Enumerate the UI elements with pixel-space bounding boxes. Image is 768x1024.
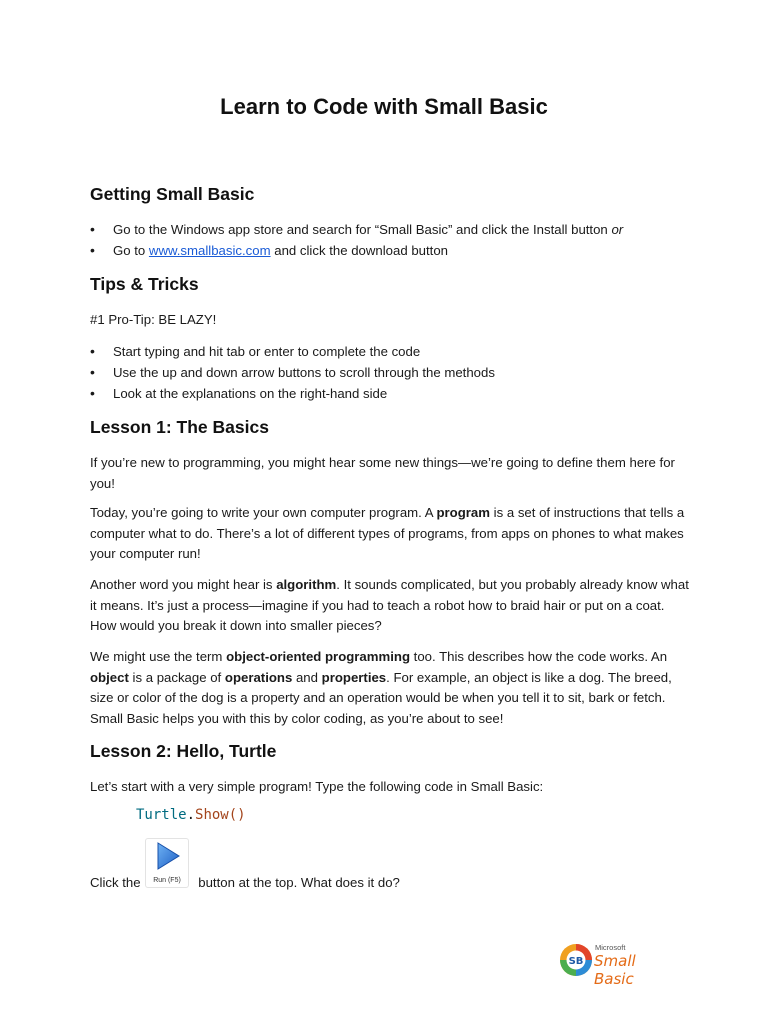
code-sample: Turtle.Show(): [136, 807, 246, 823]
small-basic-logo-icon: [559, 943, 593, 977]
section-heading-getting: Getting Small Basic: [90, 184, 255, 204]
section-heading-lesson2: Lesson 2: Hello, Turtle: [90, 741, 277, 761]
run-button-label: Run (F5): [153, 877, 181, 884]
document-title: Learn to Code with Small Basic: [220, 94, 548, 119]
getting-list: [90, 219, 690, 261]
logo-microsoft-text: Microsoft: [595, 943, 626, 952]
click-instruction: Click the button at the top. What does it do?: [90, 875, 400, 890]
list-item: • Look at the explanations on the right-hand side: [90, 383, 690, 404]
lesson2-intro: Let’s start with a very simple program! Type the following code in Small Basic:: [90, 779, 544, 794]
lesson1-paragraph-2: Today, you’re going to write your own computer program. A program is a set of instructions that tells a computer what to do. There’s a lot of different types of programs, from apps on phones to what makes your computer run!: [90, 505, 685, 561]
list-item: • Start typing and hit tab or enter to complete the code: [90, 341, 690, 362]
lesson1-paragraph-1: If you’re new to programming, you might hear some new things—we’re going to define them here for you!: [90, 455, 675, 491]
list-item: • Go to www.smallbasic.com and click the download button: [90, 240, 690, 261]
lesson1-paragraph-3: Another word you might hear is algorithm. It sounds complicated, but you probably already know what it means. It’s just a process—imagine if you had to teach a robot how to braid hair or put on a coat. How would you break it down into smaller pieces?: [90, 577, 689, 633]
pro-tip: #1 Pro-Tip: BE LAZY!: [90, 312, 217, 327]
list-item: • Use the up and down arrow buttons to scroll through the methods: [90, 362, 690, 383]
code-object: Turtle: [136, 807, 187, 823]
list-item: • Go to the Windows app store and search for “Small Basic” and click the Install button or: [90, 219, 690, 240]
smallbasic-link[interactable]: www.smallbasic.com: [148, 243, 271, 258]
code-operation: Show(): [195, 807, 246, 823]
small-basic-logo: [559, 940, 679, 988]
logo-badge-text: SB: [568, 956, 584, 967]
logo-product-text: Small Basic: [594, 952, 636, 988]
section-heading-tips: Tips & Tricks: [90, 274, 199, 294]
lesson1-paragraph-4: We might use the term object-oriented programming too. This describes how the code works. An object is a package of operations and properties. For example, an object is like a dog. The breed, size or color of the dog is a property and an operation would be when you tell it to sit, bark or fetch. Small Basic helps you with this by color coding, as you’re about to see!: [90, 649, 672, 726]
play-icon: [155, 841, 181, 871]
tips-list: [90, 341, 690, 404]
section-heading-lesson1: Lesson 1: The Basics: [90, 417, 269, 437]
